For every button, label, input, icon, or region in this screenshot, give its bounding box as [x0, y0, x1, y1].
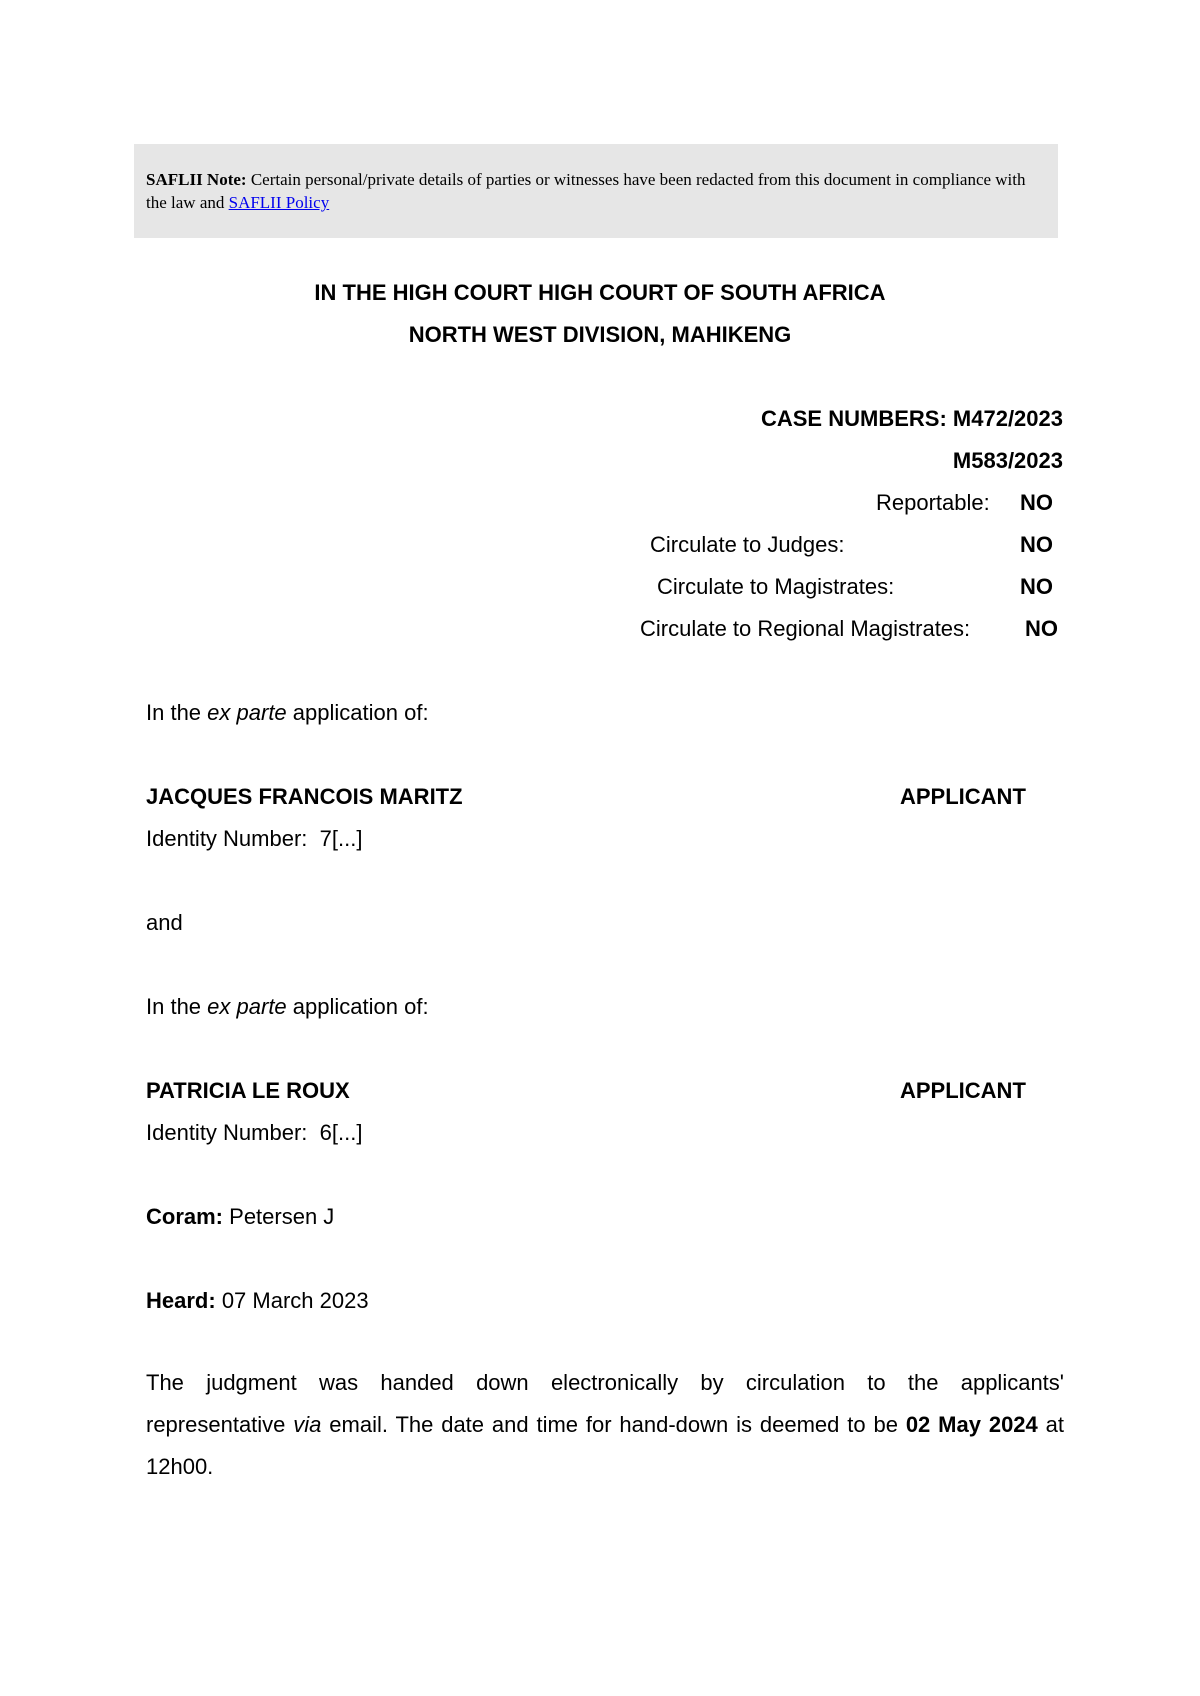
- party-1-id-value: 7[...]: [319, 826, 363, 851]
- case-numbers: [761, 406, 1063, 432]
- case-number-2: M583/2023: [952, 448, 1063, 473]
- intro-italic-2: ex parte: [207, 994, 287, 1019]
- coram-value: Petersen J: [229, 1204, 335, 1229]
- party-2-id-label: Identity Number:: [146, 1120, 308, 1145]
- flag-magistrates-label: Circulate to Magistrates:: [657, 574, 895, 599]
- party-1-id: [146, 826, 362, 852]
- party-2-name: PATRICIA LE ROUX: [146, 1078, 350, 1103]
- flag-judges-label: Circulate to Judges:: [650, 532, 845, 557]
- heard-value: 07 March 2023: [221, 1288, 369, 1313]
- intro-post-2: application of:: [292, 994, 429, 1019]
- handdown-line1: The judgment was handed down electronically by circulation to the applicants': [146, 1370, 1064, 1395]
- intro-italic: ex parte: [207, 700, 287, 725]
- saflii-note-box: [134, 144, 1058, 238]
- handdown-date-b: 2024: [988, 1412, 1038, 1437]
- case-number-1: M472/2023: [952, 406, 1063, 431]
- handdown-time: at 12h00.: [146, 1412, 1065, 1479]
- application-intro-1: [146, 700, 429, 726]
- note-label: SAFLII Note:: [146, 170, 247, 189]
- party-1-name: JACQUES FRANCOIS MARITZ: [146, 784, 463, 809]
- coram: [146, 1204, 334, 1230]
- heard: [146, 1288, 369, 1314]
- flag-reportable-value: NO: [1020, 490, 1053, 515]
- heard-label: Heard:: [146, 1288, 216, 1313]
- and-text: and: [146, 910, 183, 935]
- flag-judges-value: NO: [1020, 532, 1053, 557]
- intro-pre: In the: [146, 700, 202, 725]
- case-numbers-label: CASE NUMBERS:: [760, 406, 947, 431]
- party-1-role: APPLICANT: [900, 784, 1026, 809]
- handdown-paragraph: [146, 1362, 1064, 1488]
- intro-pre-2: In the: [146, 994, 202, 1019]
- court-title-line2: NORTH WEST DIVISION, MAHIKENG: [408, 322, 792, 347]
- handdown-l2-pre: representative: [146, 1412, 286, 1437]
- court-title-line1: IN THE HIGH COURT HIGH COURT OF SOUTH AFRICA: [314, 280, 886, 305]
- handdown-l2-post: email. The date and time for hand-down is deemed to be: [329, 1412, 898, 1437]
- flag-magistrates-value: NO: [1020, 574, 1053, 599]
- saflii-policy-link[interactable]: SAFLII Policy: [228, 193, 330, 212]
- intro-post: application of:: [292, 700, 429, 725]
- application-intro-2: [146, 994, 429, 1020]
- note-text: Certain personal/private details of parties or witnesses have been redacted from this document in compliance with the law and: [146, 170, 1026, 212]
- handdown-date-a: 02 May: [905, 1412, 981, 1437]
- flag-regional-label: Circulate to Regional Magistrates:: [640, 616, 971, 641]
- flag-reportable-label: Reportable:: [876, 490, 990, 515]
- flag-regional-value: NO: [1025, 616, 1058, 641]
- coram-label: Coram:: [146, 1204, 224, 1229]
- handdown-l2-italic: via: [293, 1412, 322, 1437]
- party-2-id-value: 6[...]: [319, 1120, 363, 1145]
- party-2-id: [146, 1120, 362, 1146]
- party-2-role: APPLICANT: [900, 1078, 1026, 1103]
- party-1-id-label: Identity Number:: [146, 826, 308, 851]
